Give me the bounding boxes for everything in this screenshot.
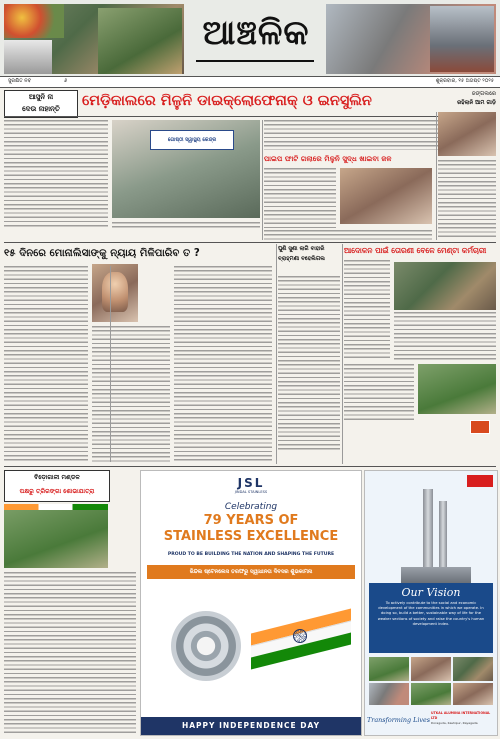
story5-body (4, 572, 136, 734)
divider-5 (436, 112, 437, 240)
ad-utkal-photo-2 (411, 657, 451, 681)
sub1-photo (340, 168, 432, 224)
lead-body-col2 (112, 222, 260, 230)
ad-utkal-photo-1 (369, 657, 409, 681)
ad-utkal-photo-3 (453, 657, 493, 681)
story5-line1: ବିଡ଼ୋଗାଳୀ ମଣ୍ଡଳ (34, 474, 80, 481)
story2-photo-portrait-frame (102, 272, 128, 312)
story5-flag-strip (4, 504, 108, 510)
story3-headline: ପୁଣି ସୁଣା ଲାଗି ବାହାରି ବ୍ରାହ୍ମଣୀ ବହେଲିଗଲ (278, 246, 326, 262)
story4-photo-2 (418, 364, 496, 414)
lead-body-col1 (4, 120, 108, 228)
ad-jsl-years: 79 YEARS OF (203, 513, 299, 528)
masthead-photo-village (98, 8, 182, 74)
masthead-photo-flowers (4, 4, 64, 38)
ad-jsl-brand: JSL (237, 476, 265, 490)
story4-photo (394, 262, 496, 310)
ad-utkal-footer: Transforming Lives (367, 716, 431, 724)
sub1-body (264, 168, 336, 230)
story5-photo (4, 504, 108, 568)
ad-utkal-vision-box (369, 583, 493, 653)
lead-headline: ମେଡ଼ିକାଲରେ ମିଳୁନି ଡାଇକ୍ଲୋଫେନାକ୍ ଓ ଇନସୁଲିନ (82, 93, 372, 109)
ad-utkal-body: To actively contribute to the social and economic development of the communities in which we operate. In doing so, build a better, sustainable way of life for the weaker sections of society and raise the country's human development index. (377, 601, 485, 626)
ad-jsl-logo (225, 477, 277, 497)
ad-jsl (140, 470, 362, 736)
ad-utkal-logo (467, 475, 493, 487)
ad-utkal-photo-5 (411, 683, 451, 705)
side-ribbon-line2: ରହିଲାନି ଆମ ଗାଡ଼ି (457, 100, 496, 106)
divider-2 (276, 244, 277, 464)
tab-label-line2: ଦେଉ ନାହାନ୍ତି (22, 105, 60, 113)
story3-body (278, 276, 340, 450)
divider-1 (110, 266, 111, 462)
right-column-photo (438, 112, 496, 156)
ad-utkal-company (431, 711, 495, 731)
ad-utkal-photo-6 (453, 683, 493, 705)
story4-headline: ଆଦୋଳନ ପାଇଁ ତୋରଣୀ ବେଳେ ମେଣ୍ଟା କର୍ମଚାରୀ (344, 246, 487, 255)
masthead-photo-factory (430, 6, 494, 72)
ad-utkal-photo-4 (369, 683, 409, 705)
ad-utkal-plant-2 (439, 501, 447, 575)
story2-body-col2 (92, 326, 170, 462)
lead-photo-sign-text: ଗୋଷ୍ଠୀ ସ୍ୱାସ୍ଥ୍ୟ କେନ୍ଦ୍ର (167, 137, 217, 143)
ad-jsl-celebrating: Celebrating (224, 502, 278, 512)
tab-label (4, 90, 78, 118)
divider-3 (342, 244, 343, 464)
story4-body-col3 (344, 364, 414, 422)
story2-body-col3 (174, 266, 272, 462)
lead-photo-sign (150, 130, 234, 150)
ashoka-chakra-icon (293, 629, 307, 643)
ad-utkal (364, 470, 498, 736)
side-ribbon-line1: ଜଙ୍ଗଲରେ (471, 91, 496, 97)
story2-headline: ୧୫ ଦିନରେ ମୋନାଲିସାଙ୍କୁ ନ୍ୟାୟ ମିଳିପାରିବ ତ ? (4, 248, 200, 259)
tab-label-line1: ଆସୁନି ନା (28, 93, 54, 101)
masthead-photo-temple (4, 40, 52, 74)
section-rule-2 (4, 466, 496, 467)
lead-rule (4, 116, 496, 117)
ad-utkal-company-name: UTKAL ALUMINA INTERNATIONAL LTD (431, 711, 491, 720)
ad-jsl-tagline: PROUD TO BE BUILDING THE NATION AND SHAPING THE FUTURE (167, 552, 335, 557)
sub1-headline: ପାଇପ ଫାଟି ଗଲାରେ ମିଳୁନି ସୁଦ୍ଧ ଖାଇବା ଜଳ (264, 154, 392, 163)
ad-utkal-title: Our Vision (401, 586, 461, 599)
story4-body-col1 (344, 260, 390, 360)
masthead (0, 0, 500, 86)
paper-name: ସୁରକ୍ଷିତ ନବ (8, 78, 32, 84)
ad-jsl-coil (171, 611, 241, 681)
stamp-badge (470, 420, 490, 434)
story5-line2: ପକ୍ଷରୁ ତ୍ରିରଙ୍ଗା ଶୋଭାଯାତ୍ରା (19, 488, 95, 495)
divider-4 (262, 120, 263, 240)
ad-jsl-odia-line: ଜିନ୍ଦଲ ଷ୍ଟେନଲେସ ତରଫରୁ ସ୍ୱାଧୀନତା ଦିବସର ଶୁଭକାମନା (147, 565, 355, 579)
story4-body-col2 (394, 312, 496, 360)
side-ribbon (410, 90, 496, 110)
ad-utkal-plant (423, 489, 433, 575)
page-number: ୬ (64, 78, 68, 84)
ad-utkal-plant-base (401, 567, 471, 583)
ad-utkal-company-sub: Doraguda, Kashipur, Rayagada (431, 721, 478, 725)
masthead-underline (196, 60, 314, 62)
masthead-title: ଆଞ୍ଚଳିକ (202, 13, 310, 53)
ad-jsl-footer: HAPPY INDEPENDENCE DAY (141, 717, 361, 735)
ad-jsl-brand-sub: JINDAL STAINLESS (234, 490, 268, 494)
story5-box (4, 470, 110, 502)
issue-date: ଶୁକ୍ରବାର, ୧୫ ଅଗଷ୍ଟ ୨୦୨୫ (435, 78, 494, 84)
story2-body-col1 (4, 266, 88, 462)
section-rule-1 (4, 242, 496, 243)
sub1-body-b (264, 230, 432, 240)
right-column-body (438, 160, 496, 240)
ad-jsl-excellence: STAINLESS EXCELLENCE (163, 529, 339, 544)
